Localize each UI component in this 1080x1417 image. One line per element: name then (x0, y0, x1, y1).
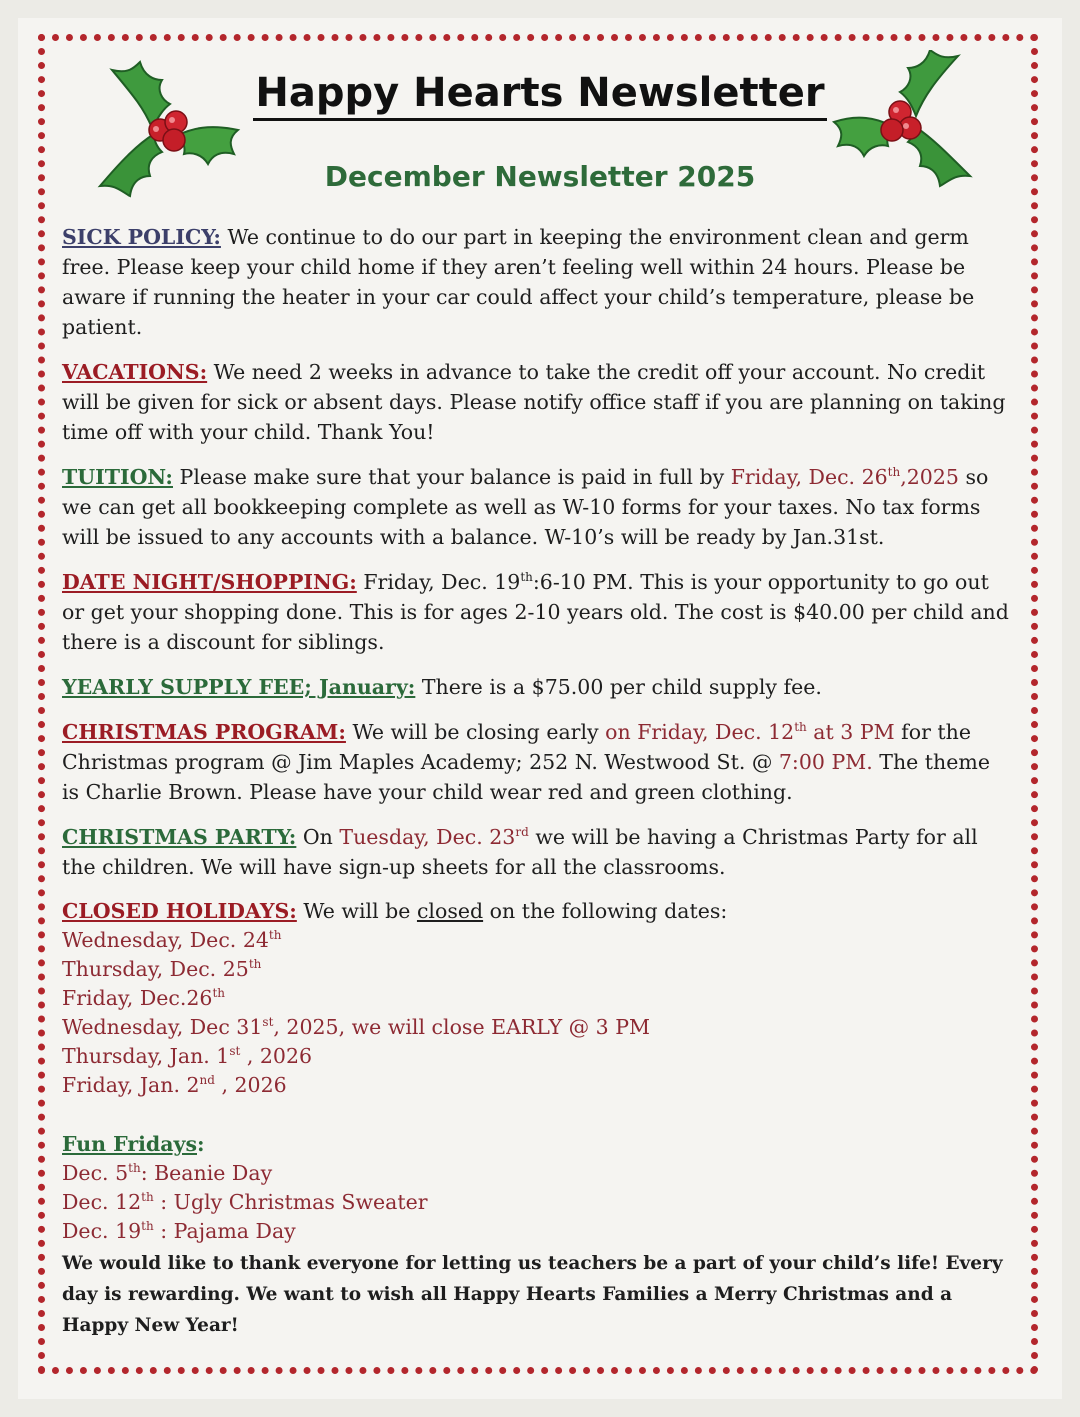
section-text: On (302, 825, 333, 849)
list-item: Dec. 12th : Ugly Christmas Sweater (62, 1190, 428, 1214)
section-supply-fee (62, 672, 1012, 702)
closing-message: We would like to thank everyone for letting us teachers be a part of your child’s life! Every day is rewarding. We want to wish all Happy Hearts Families a Merry Christmas and a Happy New Year! (62, 1253, 1003, 1336)
list-item: Thursday, Jan. 1st , 2026 (62, 1044, 313, 1068)
section-heading: CHRISTMAS PARTY: (62, 825, 297, 849)
section-closed-holidays (62, 897, 1012, 1100)
section-heading: SICK POLICY: (62, 225, 221, 249)
section-heading: TUITION: (62, 465, 173, 489)
section-heading: Fun Fridays (62, 1132, 197, 1156)
section-text: Please make sure that your balance is paid in full by (179, 465, 725, 489)
section-heading: CLOSED HOLIDAYS: (62, 899, 297, 923)
section-fun-fridays (62, 1130, 1012, 1246)
program-date: on Friday, Dec. 12th at 3 PM (605, 720, 895, 744)
section-text: We will be (303, 899, 411, 923)
section-christmas-party (62, 822, 1012, 882)
newsletter-body (62, 222, 1012, 1341)
section-text: we will be having a Christmas Party for all the children. We will have sign-up sheets for all the classrooms. (62, 825, 978, 879)
date-night-date: Friday, Dec. 19th:6-10 PM. (363, 570, 634, 594)
list-item: Thursday, Dec. 25th (62, 957, 262, 981)
section-text: on the following dates: (489, 899, 728, 923)
section-heading: DATE NIGHT/SHOPPING: (62, 570, 357, 594)
list-item: Friday, Dec.26th (62, 986, 226, 1010)
page-title: Happy Hearts Newsletter (0, 70, 1080, 116)
heading-colon: : (197, 1132, 205, 1156)
section-vacations (62, 357, 1012, 447)
section-heading: YEARLY SUPPLY FEE; January: (62, 675, 416, 699)
party-date: Tuesday, Dec. 23rd (339, 825, 529, 849)
section-heading: CHRISTMAS PROGRAM: (62, 720, 346, 744)
section-text: We need 2 weeks in advance to take the credit off your account. No credit will be given for sick or absent days. Please notify office staff if you are planning on taking time off with your child. Thank You! (62, 360, 1006, 444)
section-tuition (62, 462, 1012, 552)
section-text: There is a $75.00 per child supply fee. (421, 675, 822, 699)
section-text: We will be closing early (352, 720, 599, 744)
section-heading: VACATIONS: (62, 360, 208, 384)
list-item: Friday, Jan. 2nd , 2026 (62, 1073, 287, 1097)
section-date-night (62, 567, 1012, 657)
section-christmas-program (62, 717, 1012, 807)
list-item: Dec. 19th : Pajama Day (62, 1219, 296, 1243)
tuition-date: Friday, Dec. 26th,2025 (730, 465, 959, 489)
page-subtitle: December Newsletter 2025 (324, 160, 756, 193)
section-text: The theme is Charlie Brown. Please have your child wear red and green clothing. (62, 750, 990, 804)
list-item: Wednesday, Dec 31st, 2025, we will close EARLY @ 3 PM (62, 1015, 651, 1039)
section-text: so we can get all bookkeeping complete as well as W-10 forms for your taxes. No tax forms will be issued to any accounts with a balance. W-10’s will be ready by Jan.31st. (62, 465, 989, 549)
list-item: Dec. 5th: Beanie Day (62, 1161, 273, 1185)
list-item: Wednesday, Dec. 24th (62, 928, 282, 952)
section-text: We continue to do our part in keeping the environment clean and germ free. Please keep your child home if they aren’t feeling well within 24 hours. Please be aware if running the heater in your car could affect your child’s temperature, please be patient. (62, 225, 975, 339)
section-text: for the Christmas program @ Jim Maples Academy; 252 N. Westwood St. @ (62, 720, 971, 774)
section-text: This is your opportunity to go out or get your shopping done. This is for ages 2-10 years old. The cost is $40.00 per child and there is a discount for siblings. (62, 570, 1009, 654)
closed-word: closed (416, 899, 484, 923)
section-sick-policy (62, 222, 1012, 342)
program-time: 7:00 PM. (778, 750, 873, 774)
